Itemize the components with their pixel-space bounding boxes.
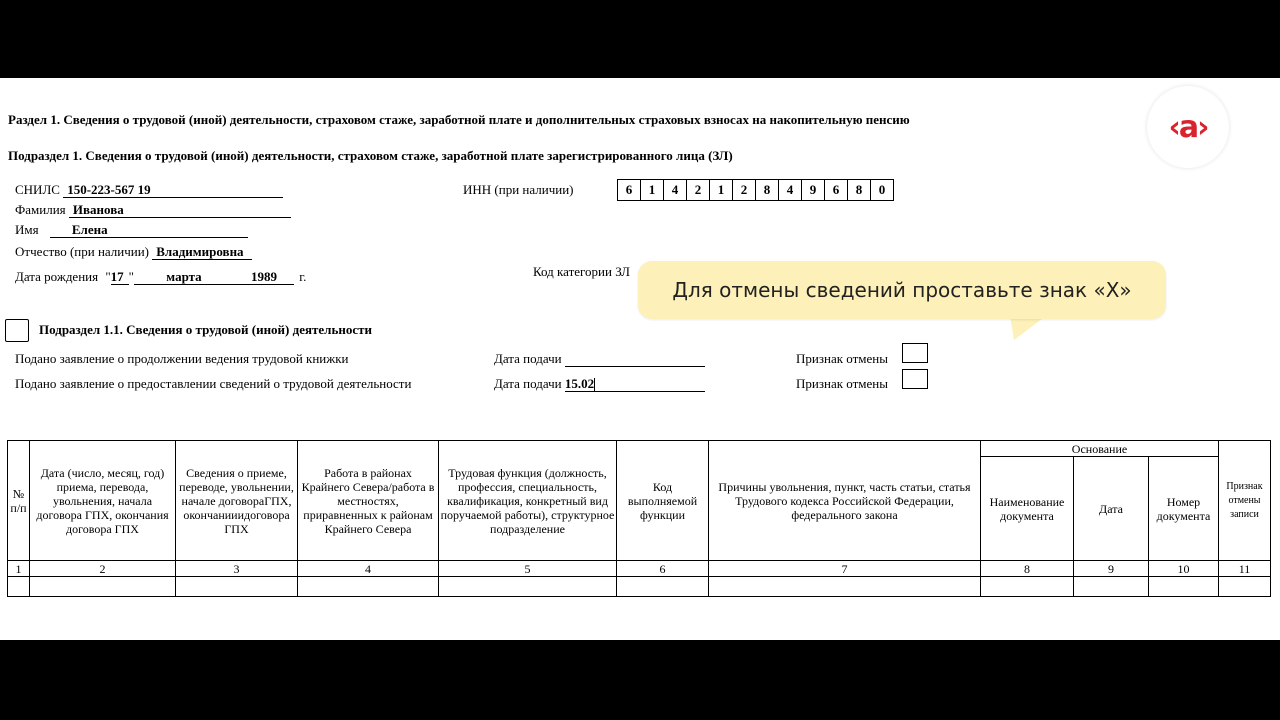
cancel-checkbox-1[interactable] [902, 343, 928, 363]
table-cell[interactable] [1074, 577, 1149, 597]
snils-label: СНИЛС [15, 182, 60, 197]
table-cell[interactable] [981, 577, 1074, 597]
inn-digit: 0 [870, 180, 893, 200]
inn-field[interactable] [617, 179, 894, 201]
col-number: 11 [1219, 561, 1271, 577]
patronymic-field[interactable]: Владимировна [152, 244, 252, 260]
inn-digit: 2 [732, 180, 755, 200]
subsection-11-checkbox[interactable] [5, 319, 29, 342]
surname-field[interactable]: Иванова [69, 202, 291, 218]
birth-suffix: г. [299, 269, 307, 284]
birth-quote-close: " [128, 269, 134, 284]
cancel-label-1: Признак отмены [796, 351, 888, 366]
header-num: № п/п [8, 441, 30, 561]
col-number: 6 [617, 561, 709, 577]
inn-digit: 8 [755, 180, 778, 200]
col-number: 9 [1074, 561, 1149, 577]
birth-year-field[interactable]: 1989 [234, 269, 294, 285]
date-label: Дата подачи [494, 351, 562, 366]
statement-row-2-text: Подано заявление о предоставлении сведений о трудовой деятельности [15, 376, 412, 391]
col-number: 10 [1149, 561, 1219, 577]
brand-logo [1147, 86, 1229, 168]
snils-field[interactable]: 150-223-567 19 [63, 182, 283, 198]
table-cell[interactable] [298, 577, 439, 597]
cancel-checkbox-2[interactable] [902, 369, 928, 389]
patronymic-label: Отчество (при наличии) [15, 244, 150, 259]
header-info: Сведения о приеме, переводе, увольнении, начале договораГПХ, окончанииидоговора ГПХ [176, 441, 298, 561]
table-cell[interactable] [1149, 577, 1219, 597]
birth-day-field[interactable]: 17 [111, 269, 129, 285]
table-cell[interactable] [1219, 577, 1271, 597]
statement-row-2-date [494, 376, 705, 392]
date-label: Дата подачи [494, 376, 562, 391]
header-north: Работа в районах Крайнего Севера/работа в местностях, приравненных к районам Крайнего Севера [298, 441, 439, 561]
cancel-label-2: Признак отмены [796, 376, 888, 391]
header-doc-num: Номер документа [1149, 457, 1219, 561]
surname-row [15, 202, 291, 218]
statement-row-1-date [494, 351, 705, 367]
form-page [0, 78, 1280, 640]
col-number: 5 [439, 561, 617, 577]
inn-digit: 1 [640, 180, 663, 200]
inn-digit: 4 [778, 180, 801, 200]
category-label: Код категории ЗЛ [533, 264, 630, 279]
snils-row [15, 182, 283, 198]
table-cell[interactable] [30, 577, 176, 597]
tooltip-tail [996, 316, 1046, 340]
activity-table [7, 440, 1271, 597]
table-cell[interactable] [439, 577, 617, 597]
col-number: 4 [298, 561, 439, 577]
date-field-2[interactable] [565, 376, 705, 392]
inn-digit: 6 [824, 180, 847, 200]
table-cell[interactable] [176, 577, 298, 597]
table-cell[interactable] [617, 577, 709, 597]
col-number: 8 [981, 561, 1074, 577]
col-number: 3 [176, 561, 298, 577]
patronymic-row [15, 244, 252, 260]
birth-quote-open: " [105, 269, 111, 284]
table-row [8, 577, 1271, 597]
name-field[interactable]: Елена [50, 222, 248, 238]
birth-month-field[interactable]: марта [134, 269, 234, 285]
inn-digit: 4 [663, 180, 686, 200]
statement-row-1-text: Подано заявление о продолжении ведения трудовой книжки [15, 351, 349, 366]
col-number: 1 [8, 561, 30, 577]
header-function: Трудовая функция (должность, профессия, специальность, квалификация, конкретный вид поручаемой работы), структурное подразделение [439, 441, 617, 561]
section-title: Раздел 1. Сведения о трудовой (иной) деятельности, страховом стаже, заработной плате и дополнительных страховых взносах на накопительную пенсию [8, 112, 910, 127]
tooltip-bubble: Для отмены сведений проставьте знак «Х» [638, 261, 1166, 319]
col-number: 7 [709, 561, 981, 577]
inn-digit: 8 [847, 180, 870, 200]
inn-digit: 6 [625, 182, 633, 197]
table-cell[interactable] [8, 577, 30, 597]
header-code: Код выполняемой функции [617, 441, 709, 561]
inn-digit: 2 [686, 180, 709, 200]
date-field-1[interactable] [565, 351, 705, 367]
birth-row [15, 269, 306, 285]
date-value-2: 15.02 [564, 376, 595, 391]
table-cell[interactable] [709, 577, 981, 597]
subsection-title: Подраздел 1. Сведения о трудовой (иной) деятельности, страховом стаже, заработной плате зарегистрированного лица (ЗЛ) [8, 148, 733, 163]
text-cursor [594, 378, 595, 392]
birth-label: Дата рождения [15, 269, 99, 284]
header-reason: Причины увольнения, пункт, часть статьи, статья Трудового кодекса Российской Федерации, федерального закона [709, 441, 981, 561]
header-date: Дата (число, месяц, год) приема, перевода, увольнения, начала договора ГПХ, окончания договора ГПХ [30, 441, 176, 561]
surname-label: Фамилия [15, 202, 66, 217]
subsection-11-title: Подраздел 1.1. Сведения о трудовой (иной) деятельности [39, 322, 372, 337]
header-cancel: Признак отмены записи [1219, 441, 1271, 561]
header-doc-date: Дата [1074, 457, 1149, 561]
inn-digit: 9 [801, 180, 824, 200]
header-basis: Основание [981, 441, 1219, 457]
brand-logo-icon: ‹a› [1168, 109, 1208, 145]
name-row [15, 222, 248, 238]
header-doc-name: Наименование документа [981, 457, 1074, 561]
col-number: 2 [30, 561, 176, 577]
inn-digit: 1 [709, 180, 732, 200]
inn-label: ИНН (при наличии) [463, 182, 574, 197]
name-label: Имя [15, 222, 39, 237]
